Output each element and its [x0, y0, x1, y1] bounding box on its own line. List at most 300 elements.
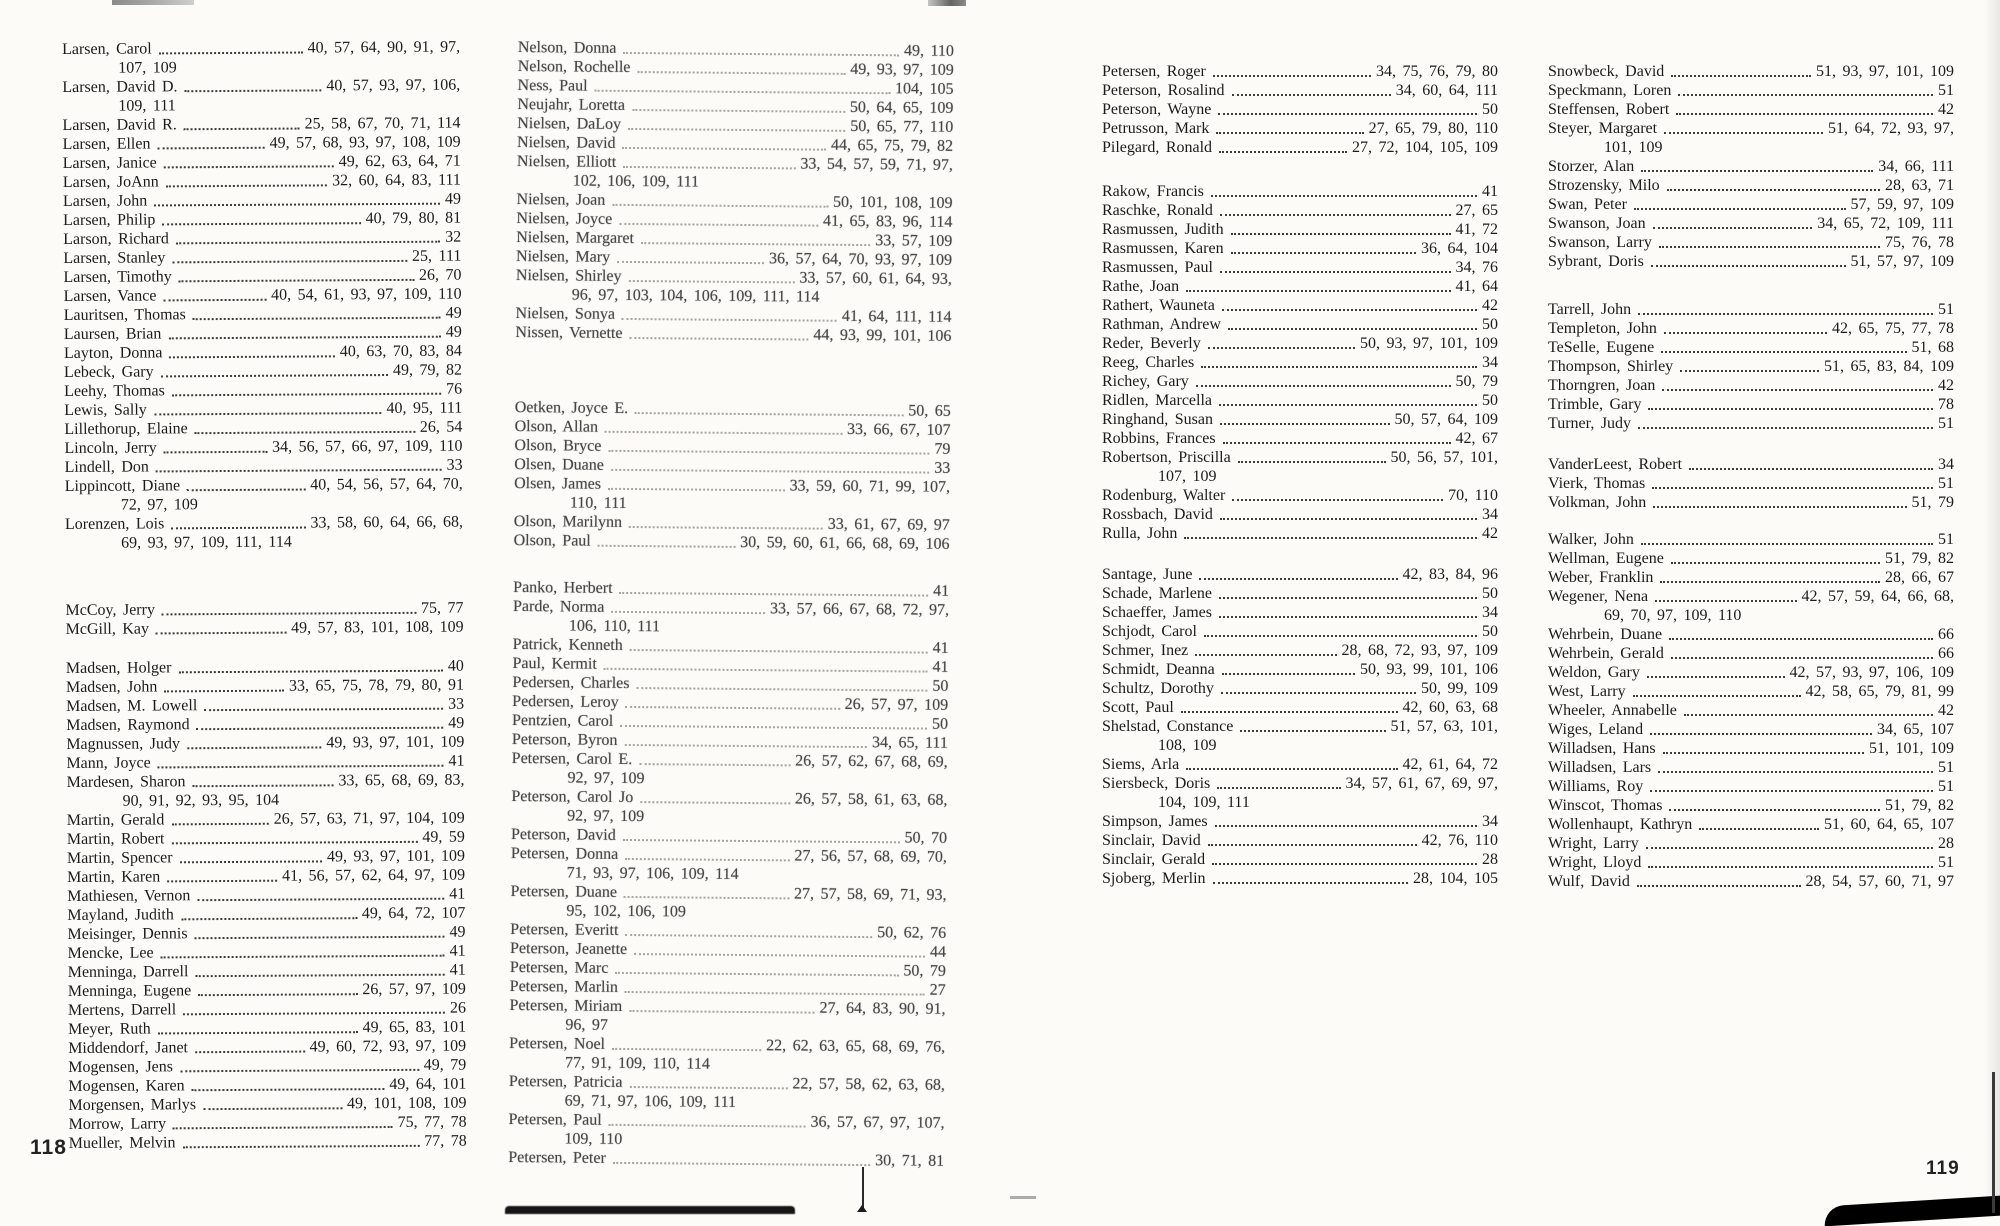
index-entry	[1102, 755, 1498, 774]
scan-dash-mark	[1010, 1196, 1036, 1199]
index-column-4	[1548, 62, 1954, 891]
index-entry-line	[1548, 644, 1954, 663]
dot-leader	[1659, 246, 1880, 248]
index-entry-line	[64, 418, 462, 439]
entry-pages: 40, 79, 80, 81	[365, 209, 462, 228]
dot-leader	[176, 241, 440, 245]
index-entry	[1548, 195, 1954, 214]
entry-name: Martin, Karen	[67, 868, 161, 886]
index-entry	[65, 599, 463, 620]
index-entry	[1548, 625, 1954, 644]
dot-leader	[598, 545, 735, 548]
dot-leader	[204, 708, 443, 711]
dot-leader	[1216, 132, 1363, 134]
entry-name: Middendorf, Janet	[68, 1039, 189, 1057]
index-entry	[1102, 81, 1498, 100]
entry-pages: 26, 57, 58, 61, 63, 68,	[794, 790, 948, 809]
index-entry	[1548, 81, 1954, 100]
index-entry	[68, 1075, 466, 1096]
entry-pages: 50, 93, 97, 101, 109	[1360, 335, 1498, 352]
dot-leader	[184, 128, 300, 131]
dot-leader	[192, 784, 333, 787]
index-entry	[62, 38, 460, 78]
dot-leader	[641, 242, 870, 246]
entry-name: McCoy, Jerry	[65, 601, 155, 619]
index-entry	[66, 733, 464, 754]
dot-leader	[171, 823, 268, 826]
entry-pages-continuation: 101, 109	[1604, 139, 1663, 156]
entry-name: Olson, Bryce	[514, 436, 602, 455]
entry-pages: 57, 59, 97, 109	[1850, 196, 1954, 213]
entry-pages: 25, 58, 67, 70, 71, 114	[304, 114, 461, 133]
index-entry	[68, 961, 466, 982]
index-entry	[1102, 486, 1498, 505]
dot-leader	[198, 993, 357, 996]
index-entry-line	[63, 209, 461, 230]
index-entry-line	[1102, 774, 1498, 793]
index-entry	[514, 531, 950, 554]
entry-name: Swan, Peter	[1548, 196, 1627, 213]
index-entry-line	[68, 980, 466, 1001]
dot-leader	[612, 204, 828, 208]
index-entry	[68, 1056, 466, 1077]
entry-pages-continuation: 95, 102, 106, 109	[566, 902, 686, 921]
entry-pages: 50, 93, 99, 101, 106	[1360, 661, 1498, 678]
index-group	[1102, 182, 1498, 543]
index-entry-line	[67, 809, 465, 830]
entry-name: Vierk, Thomas	[1548, 475, 1646, 492]
dot-leader	[611, 469, 929, 474]
index-entry-line	[1102, 220, 1498, 239]
index-entry-line	[64, 361, 462, 382]
dot-leader	[1647, 676, 1785, 678]
index-entry-line	[68, 1018, 466, 1039]
entry-name: Pedersen, Charles	[512, 673, 630, 692]
entry-pages: 28, 63, 71	[1885, 177, 1954, 194]
entry-name: Sinclair, David	[1102, 832, 1201, 849]
entry-pages: 50, 65, 77, 110	[850, 117, 954, 136]
entry-pages: 51	[1938, 778, 1954, 795]
index-entry	[1102, 372, 1498, 391]
index-group	[508, 578, 949, 1171]
index-entry	[68, 942, 466, 963]
index-entry	[1102, 201, 1498, 220]
index-entry-line	[1548, 758, 1954, 777]
index-entry-line	[515, 323, 951, 346]
entry-pages: 51, 68	[1911, 339, 1954, 356]
dot-leader	[161, 374, 388, 377]
entry-pages: 78	[1938, 396, 1954, 413]
entry-name: Reder, Beverly	[1102, 335, 1201, 352]
index-group	[65, 599, 463, 639]
entry-name: Weldon, Gary	[1548, 664, 1640, 681]
entry-pages: 49, 62, 63, 64, 71	[338, 152, 461, 171]
scan-edge-line	[1992, 1072, 1995, 1213]
entry-pages: 49	[449, 923, 466, 941]
index-entry-line	[1102, 524, 1498, 543]
dot-leader	[1662, 389, 1933, 391]
entry-name: Larsen, Carol	[62, 40, 152, 58]
index-entry-line	[64, 342, 462, 363]
index-entry-line	[1548, 568, 1954, 587]
dot-leader	[154, 203, 440, 207]
entry-pages: 26	[449, 999, 466, 1017]
entry-pages: 33, 57, 66, 67, 68, 72, 97,	[769, 600, 950, 619]
index-entry	[511, 749, 947, 791]
entry-pages: 33, 54, 57, 59, 71, 97,	[800, 155, 953, 174]
index-entry-line	[65, 475, 463, 496]
entry-pages: 34, 66, 111	[1878, 158, 1954, 175]
index-entry	[1548, 252, 1954, 271]
entry-name: Menninga, Darrell	[67, 963, 189, 981]
entry-pages-continuation: 92, 97, 109	[567, 807, 645, 826]
entry-name: Ridlen, Marcella	[1102, 392, 1213, 409]
entry-pages: 44, 93, 99, 101, 106	[813, 326, 952, 345]
entry-name: Peterson, Wayne	[1102, 101, 1212, 118]
index-entry	[1102, 391, 1498, 410]
entry-name: Schultz, Dorothy	[1102, 680, 1214, 697]
entry-pages: 25, 111	[411, 247, 462, 265]
entry-pages: 50, 65	[908, 402, 951, 420]
entry-pages: 41	[449, 885, 466, 903]
dot-leader	[1201, 366, 1477, 368]
entry-name: Williams, Roy	[1548, 778, 1644, 795]
entry-name: Robbins, Frances	[1102, 430, 1216, 447]
entry-pages: 49, 64, 72, 107	[361, 904, 466, 923]
dot-leader	[171, 527, 305, 530]
index-entry	[68, 1018, 466, 1039]
entry-pages: 27, 56, 57, 68, 69, 70,	[794, 847, 947, 866]
index-entry-line	[64, 304, 462, 325]
dot-leader	[634, 953, 925, 958]
entry-pages: 30, 59, 60, 61, 66, 68, 69, 106	[740, 533, 950, 553]
index-entry-line	[68, 1037, 466, 1058]
index-entry-line	[1548, 319, 1954, 338]
entry-pages: 50	[932, 677, 949, 695]
index-entry-line	[1102, 372, 1498, 391]
dot-leader	[1653, 227, 1813, 229]
entry-pages: 50	[931, 715, 949, 733]
entry-pages: 33	[934, 459, 951, 477]
index-entry	[68, 1094, 466, 1115]
entry-name: Nielsen, Margaret	[516, 228, 635, 248]
entry-name: Tarrell, John	[1548, 301, 1632, 318]
dot-leader	[637, 71, 845, 75]
entry-pages: 76	[446, 380, 463, 398]
dot-leader	[163, 299, 266, 302]
entry-name: Rodenburg, Walter	[1102, 487, 1226, 504]
index-entry	[514, 474, 950, 516]
dot-leader	[180, 860, 322, 863]
entry-pages: 42, 58, 65, 79, 81, 99	[1805, 683, 1954, 700]
entry-pages: 50	[1482, 623, 1498, 640]
index-entry	[64, 361, 462, 382]
entry-pages: 36, 64, 104	[1421, 240, 1498, 257]
index-entry-line	[68, 1056, 466, 1077]
entry-pages: 75, 77	[420, 599, 464, 617]
entry-name: Olsen, James	[514, 474, 602, 493]
index-entry-line	[1102, 277, 1498, 296]
index-entry-line	[65, 456, 463, 477]
entry-pages: 33, 65, 68, 69, 83,	[338, 771, 465, 790]
entry-name: Winscot, Thomas	[1548, 797, 1663, 814]
entry-pages: 42, 65, 75, 77, 78	[1832, 320, 1954, 337]
index-entry	[64, 380, 462, 401]
index-entry	[64, 285, 462, 306]
dot-leader	[169, 355, 335, 358]
entry-pages: 75, 76, 78	[1885, 234, 1954, 251]
index-entry-line	[1102, 334, 1498, 353]
entry-name: Walker, John	[1548, 531, 1634, 548]
entry-pages: 27, 72, 104, 105, 109	[1352, 139, 1498, 156]
dot-leader	[1213, 75, 1371, 77]
dot-leader	[1646, 847, 1933, 849]
dot-leader	[1669, 809, 1880, 811]
index-entry-line	[1102, 622, 1498, 641]
entry-pages: 49, 65, 83, 101	[362, 1018, 467, 1037]
entry-name: Petersen, Paul	[508, 1110, 602, 1129]
index-entry-line	[67, 866, 465, 887]
index-entry	[1548, 474, 1954, 493]
index-entry	[67, 847, 465, 868]
index-entry-line	[1102, 850, 1498, 869]
entry-pages: 41, 72	[1455, 221, 1498, 238]
index-entry-line	[1548, 701, 1954, 720]
index-entry	[1548, 395, 1954, 414]
entry-name: Larsen, Ellen	[62, 135, 151, 153]
dot-leader	[1633, 695, 1801, 697]
index-entry	[1548, 663, 1954, 682]
entry-name: Siems, Arla	[1102, 756, 1180, 773]
entry-pages: 26, 57, 97, 109	[844, 695, 949, 714]
entry-pages: 33, 59, 60, 71, 99, 107,	[789, 477, 951, 496]
dot-leader	[625, 991, 925, 996]
index-entry	[1548, 357, 1954, 376]
entry-name: Meisinger, Dennis	[67, 925, 188, 943]
dot-leader	[1240, 730, 1385, 732]
entry-name: Leehy, Thomas	[64, 382, 165, 400]
entry-pages: 36, 57, 67, 97, 107,	[810, 1113, 945, 1132]
entry-pages: 34, 57, 61, 67, 69, 97,	[1345, 775, 1498, 792]
index-entry-line	[1102, 486, 1498, 505]
dot-leader	[195, 936, 445, 940]
entry-pages: 40	[447, 657, 464, 675]
entry-pages: 41	[933, 582, 950, 600]
entry-name: Templeton, John	[1548, 320, 1657, 337]
index-entry	[510, 882, 946, 924]
entry-name: Olsen, Duane	[514, 455, 604, 474]
entry-name: Sinclair, Gerald	[1102, 851, 1206, 868]
entry-name: Schmer, Inez	[1102, 642, 1189, 659]
index-entry	[65, 475, 463, 515]
entry-name: Raschke, Ronald	[1102, 202, 1213, 219]
dot-leader	[636, 687, 927, 692]
entry-pages-continuation: 72, 97, 109	[120, 496, 198, 514]
index-entry-line	[66, 618, 464, 639]
index-entry-line	[1548, 739, 1954, 758]
entry-name: Mathiesen, Vernon	[67, 887, 191, 905]
dot-leader	[1651, 265, 1846, 267]
dot-leader	[162, 612, 416, 616]
entry-name: Nielsen, DaLoy	[517, 114, 622, 133]
entry-name: Martin, Spencer	[66, 849, 173, 867]
index-entry-line	[1102, 239, 1498, 258]
entry-name: Simpson, James	[1102, 813, 1208, 830]
index-group	[1102, 565, 1498, 888]
index-entry-line	[63, 171, 461, 192]
index-entry-line	[64, 399, 462, 420]
index-entry	[62, 76, 460, 116]
index-entry-line	[1548, 834, 1954, 853]
index-entry	[1102, 812, 1498, 831]
dot-leader	[162, 222, 360, 225]
dot-leader	[1671, 75, 1811, 77]
entry-name: Madsen, M. Lowell	[66, 697, 198, 715]
entry-name: Steffensen, Robert	[1548, 101, 1670, 118]
entry-name: Scott, Paul	[1102, 699, 1174, 716]
index-entry	[1548, 214, 1954, 233]
dot-leader	[154, 412, 382, 415]
dot-leader	[1664, 132, 1823, 134]
entry-name: Nielsen, Mary	[516, 247, 611, 266]
dot-leader	[632, 109, 845, 113]
dot-leader	[623, 52, 899, 56]
entry-pages: 34	[1482, 506, 1498, 523]
index-entry	[66, 752, 464, 773]
dot-leader	[1219, 616, 1477, 618]
entry-name: Larsen, Timothy	[63, 268, 172, 286]
entry-pages: 50	[1482, 316, 1498, 333]
entry-pages: 42, 57, 93, 97, 106, 109	[1789, 664, 1954, 681]
entry-pages: 34	[1482, 813, 1498, 830]
entry-name: Petersen, Peter	[508, 1148, 606, 1167]
entry-pages: 41	[932, 658, 949, 676]
entry-pages: 66	[1938, 626, 1954, 643]
entry-pages: 49, 64, 101	[389, 1075, 467, 1094]
dot-leader	[156, 632, 286, 635]
index-entry	[63, 171, 461, 192]
entry-name: Panko, Herbert	[513, 578, 613, 597]
index-entry	[509, 1034, 945, 1076]
entry-name: Ness, Paul	[517, 76, 588, 95]
entry-name: Olson, Marilynn	[513, 512, 623, 531]
dot-leader	[609, 1124, 806, 1128]
index-entry-line	[66, 752, 464, 773]
index-entry	[64, 437, 462, 458]
entry-pages: 28	[1482, 851, 1498, 868]
entry-name: Nielsen, David	[517, 133, 616, 152]
entry-name: Larsen, Philip	[63, 211, 156, 229]
dot-leader	[1634, 208, 1846, 210]
index-entry	[1548, 682, 1954, 701]
entry-pages-continuation: 92, 97, 109	[567, 769, 645, 788]
entry-name: Lippincott, Diane	[64, 477, 181, 495]
index-entry-line	[1548, 214, 1954, 233]
entry-name: Lebeck, Gary	[63, 363, 154, 381]
entry-pages: 40, 57, 93, 97, 106,	[326, 76, 461, 95]
entry-pages: 51	[1938, 759, 1954, 776]
dot-leader	[172, 260, 407, 263]
dot-leader	[1660, 581, 1880, 583]
index-entry-line	[1548, 157, 1954, 176]
index-entry	[68, 1037, 466, 1058]
dot-leader	[173, 1126, 393, 1129]
index-entry	[1548, 739, 1954, 758]
entry-name: Peterson, Byron	[511, 730, 618, 749]
index-entry	[1102, 641, 1498, 660]
dot-leader	[1667, 189, 1880, 191]
index-entry-line	[1548, 252, 1954, 271]
entry-pages: 49, 93, 97, 101, 109	[326, 847, 466, 866]
entry-pages: 50, 57, 64, 109	[1394, 411, 1498, 428]
entry-pages-continuation: 106, 110, 111	[568, 617, 661, 636]
index-entry-line	[64, 323, 462, 344]
index-entry-line	[67, 885, 465, 906]
entry-pages: 30, 71, 81	[875, 1152, 945, 1170]
entry-pages: 51, 79, 82	[1885, 797, 1954, 814]
index-entry	[1102, 296, 1498, 315]
index-entry-line	[1548, 872, 1954, 891]
entry-pages: 42, 76, 110	[1421, 832, 1498, 849]
entry-name: Peterson, Jeanette	[509, 939, 628, 958]
entry-name: Strozensky, Milo	[1548, 177, 1660, 194]
entry-name: Rathe, Joan	[1102, 278, 1180, 295]
index-entry-line	[68, 999, 466, 1020]
entry-name: Madsen, John	[65, 678, 158, 696]
index-entry	[1548, 815, 1954, 834]
dot-leader	[1638, 427, 1933, 429]
dot-leader	[1238, 461, 1386, 463]
index-entry-line	[1548, 853, 1954, 872]
entry-pages: 75, 77, 78	[397, 1113, 467, 1131]
entry-pages: 33, 65, 75, 78, 79, 80, 91	[288, 676, 464, 695]
index-entry	[1102, 698, 1498, 717]
entry-name: Oetken, Joyce E.	[514, 398, 629, 417]
index-entry	[1548, 530, 1954, 549]
entry-pages: 49, 79, 82	[392, 361, 463, 379]
dot-leader	[1663, 752, 1864, 754]
dot-leader	[1650, 790, 1933, 792]
entry-pages: 28, 104, 105	[1413, 870, 1498, 887]
dot-leader	[1228, 328, 1477, 330]
entry-pages: 34, 75, 76, 79, 80	[1376, 63, 1498, 80]
index-entry	[1102, 603, 1498, 622]
index-entry-line	[1548, 300, 1954, 319]
index-entry-line	[63, 266, 461, 287]
index-entry-line	[1548, 682, 1954, 701]
entry-pages: 50	[1482, 585, 1498, 602]
entry-pages: 42	[1482, 297, 1498, 314]
entry-name: Madsen, Holger	[65, 659, 172, 677]
entry-pages: 28, 54, 57, 60, 71, 97	[1805, 873, 1954, 890]
index-entry-line	[69, 1113, 467, 1134]
entry-name: Olson, Allan	[514, 417, 599, 436]
dot-leader	[629, 1086, 787, 1089]
index-entry	[1548, 758, 1954, 777]
index-entry-line	[1102, 679, 1498, 698]
entry-name: Paul, Kermit	[512, 654, 597, 673]
entry-pages-continuation: 102, 106, 109, 111	[572, 172, 700, 191]
entry-pages-continuation: 108, 109	[1158, 737, 1217, 754]
dot-leader	[608, 450, 929, 455]
entry-name: Mogensen, Jens	[68, 1058, 174, 1076]
dot-leader	[182, 1145, 419, 1148]
dot-leader	[1186, 768, 1397, 770]
dot-leader	[1637, 885, 1801, 887]
dot-leader	[181, 917, 357, 920]
entry-name: VanderLeest, Robert	[1548, 456, 1683, 473]
dot-leader	[1219, 597, 1477, 599]
